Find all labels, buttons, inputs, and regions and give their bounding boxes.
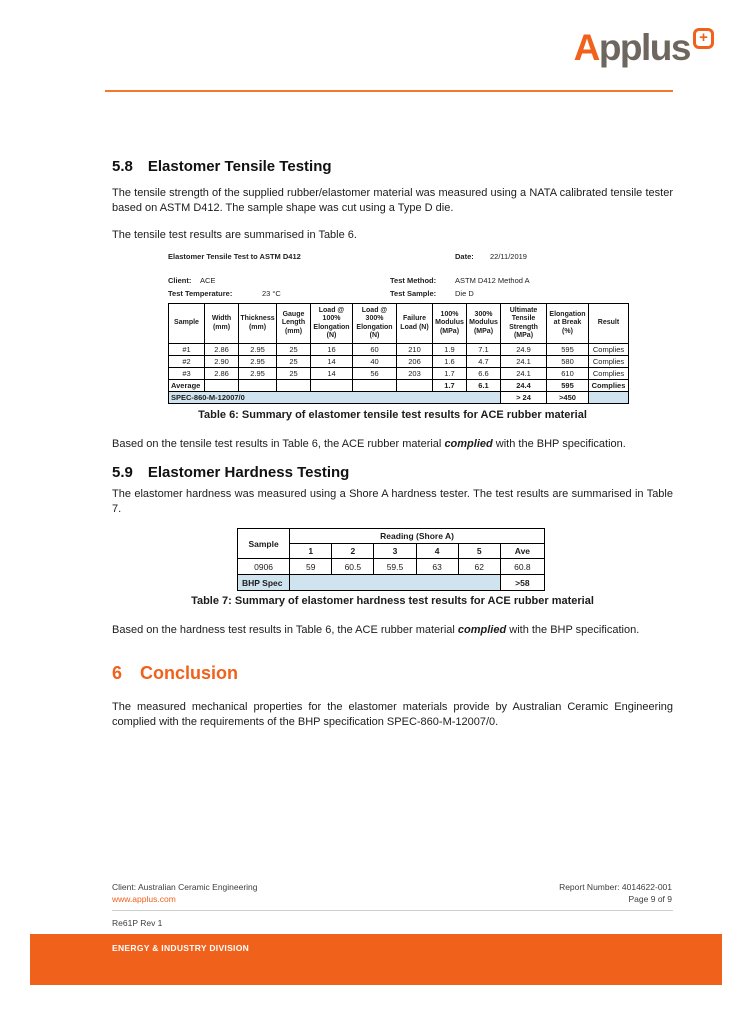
applus-logo [574, 26, 714, 70]
tensile-cell: 1.7 [433, 368, 467, 380]
tensile-cell: 2.95 [239, 368, 277, 380]
tensile-cell: Complies [589, 356, 629, 368]
tensile-cell: 2.95 [239, 356, 277, 368]
table6-caption: Table 6: Summary of elastomer tensile test results for ACE rubber material [198, 409, 587, 421]
reading-col-header: 1 [290, 544, 332, 559]
tensile-cell: 206 [397, 356, 433, 368]
tensile-cell [397, 380, 433, 392]
table7-caption: Table 7: Summary of elastomer hardness test results for ACE rubber material [191, 595, 594, 607]
tensile-cell: 595 [547, 380, 589, 392]
tensile-sample-row [169, 344, 629, 356]
tensile-cell: 580 [547, 356, 589, 368]
tensile-cell: 2.95 [239, 344, 277, 356]
spec-label-cell: SPEC-860-M-12007/0 [169, 392, 501, 404]
section-58-number: 5.8 [112, 158, 133, 175]
client-value: ACE [200, 276, 216, 285]
test-sample-label: Test Sample: [390, 289, 437, 298]
tensile-sample-row [169, 356, 629, 368]
reading-cell: 63 [416, 559, 458, 575]
tensile-header-cell: 300% Modulus (MPa) [467, 304, 501, 344]
tensile-cell [205, 380, 239, 392]
footer-page-number: Page 9 of 9 [628, 894, 672, 904]
tensile-cell: 1.9 [433, 344, 467, 356]
section-58-paragraph-1: The tensile strength of the supplied rubber/elastomer material was measured using a NATA calibrated tensile tester based on ASTM D412. The sample shape was cut using a Type D die. [112, 187, 673, 214]
tensile-cell: Average [169, 380, 205, 392]
tensile-cell: 1.6 [433, 356, 467, 368]
tensile-cell: 14 [311, 368, 353, 380]
tensile-cell [311, 380, 353, 392]
hardness-compliance-emphasis: complied [457, 624, 507, 636]
tensile-cell: 14 [311, 356, 353, 368]
tensile-header-cell: Ultimate Tensile Strength (MPa) [501, 304, 547, 344]
conclusion-number: 6 [112, 663, 123, 683]
tensile-cell: Complies [589, 380, 629, 392]
tensile-cell: 6.1 [467, 380, 501, 392]
bhp-spec-label-cell: BHP Spec [238, 575, 290, 591]
hardness-compliance-after: with the BHP specification. [506, 624, 640, 636]
reading-header-cell: Reading (Shore A) [290, 529, 545, 544]
hardness-compliance-paragraph [112, 623, 673, 638]
tensile-cell: 60 [353, 344, 397, 356]
tensile-cell: 24.4 [501, 380, 547, 392]
footer-report-number: Report Number: 4014622-001 [559, 882, 672, 892]
test-info-title: Elastomer Tensile Test to ASTM D412 [168, 252, 301, 261]
tensile-cell: 40 [353, 356, 397, 368]
ave-col-header: Ave [500, 544, 544, 559]
spec-elongation-cell: >450 [547, 392, 589, 404]
tensile-cell: 595 [547, 344, 589, 356]
section-58-title: Elastomer Tensile Testing [147, 158, 332, 175]
test-temperature-value: 23 °C [262, 289, 281, 298]
tensile-cell: 2.90 [205, 356, 239, 368]
tensile-header-cell: 100% Modulus (MPa) [433, 304, 467, 344]
tensile-cell: 56 [353, 368, 397, 380]
division-bar [30, 934, 722, 985]
tensile-cell [353, 380, 397, 392]
tensile-header-cell: Elongation at Break (%) [547, 304, 589, 344]
reading-cell: 59.5 [374, 559, 416, 575]
tensile-cell: 2.86 [205, 344, 239, 356]
test-sample-value: Die D [455, 289, 474, 298]
hardness-compliance-before: Based on the hardness test results in Table 6, the ACE rubber material [112, 624, 458, 636]
applus-plus-icon: + [693, 28, 714, 49]
tensile-compliance-after: with the BHP specification. [492, 438, 626, 450]
tensile-average-row [169, 380, 629, 392]
section-58-heading [112, 158, 332, 175]
conclusion-title: Conclusion [140, 663, 239, 683]
tensile-cell: 1.7 [433, 380, 467, 392]
conclusion-heading [112, 663, 238, 684]
date-label: Date: [455, 252, 474, 261]
tensile-header-cell: Failure Load (N) [397, 304, 433, 344]
division-bar-label: ENERGY & INDUSTRY DIVISION [112, 943, 250, 953]
hardness-results-table [237, 528, 545, 591]
tensile-cell: 25 [277, 344, 311, 356]
tensile-test-info [168, 252, 620, 302]
footer-website-link[interactable]: www.applus.com [112, 894, 176, 904]
logo-letters-pplus: pplus [598, 27, 690, 68]
reading-col-header: 4 [416, 544, 458, 559]
client-label: Client: [168, 276, 192, 285]
section-59-title: Elastomer Hardness Testing [147, 464, 350, 481]
tensile-cell: 25 [277, 368, 311, 380]
tensile-cell: 25 [277, 356, 311, 368]
footer-separator [112, 910, 673, 911]
tensile-header-cell: Load @ 300% Elongation (N) [353, 304, 397, 344]
tensile-cell: 24.1 [501, 356, 547, 368]
tensile-cell [277, 380, 311, 392]
average-cell: 60.8 [500, 559, 544, 575]
hardness-table-header-row-1 [238, 529, 545, 544]
reading-col-header: 5 [458, 544, 500, 559]
tensile-table-header-row [169, 304, 629, 344]
tensile-cell [239, 380, 277, 392]
tensile-cell: Complies [589, 344, 629, 356]
reading-cell: 59 [290, 559, 332, 575]
section-58-paragraph-2: The tensile test results are summarised in Table 6. [112, 229, 357, 241]
section-59-heading [112, 464, 349, 481]
footer-client: Client: Australian Ceramic Engineering [112, 882, 258, 892]
test-temperature-label: Test Temperature: [168, 289, 233, 298]
applus-logo-text [574, 26, 690, 70]
tensile-cell: 203 [397, 368, 433, 380]
tensile-cell: 4.7 [467, 356, 501, 368]
reading-col-header: 3 [374, 544, 416, 559]
sample-header-cell: Sample [238, 529, 290, 559]
reading-cell: 60.5 [332, 559, 374, 575]
header-rule [105, 90, 673, 92]
tensile-cell: #3 [169, 368, 205, 380]
tensile-compliance-before: Based on the tensile test results in Table 6, the ACE rubber material [112, 438, 445, 450]
tensile-header-cell: Thickness (mm) [239, 304, 277, 344]
footer-revision: Re61P Rev 1 [112, 918, 163, 928]
tensile-cell: #1 [169, 344, 205, 356]
tensile-sample-row [169, 368, 629, 380]
spec-result-cell [589, 392, 629, 404]
tensile-cell: 610 [547, 368, 589, 380]
hardness-data-row [238, 559, 545, 575]
date-value: 22/11/2019 [490, 252, 527, 261]
spec-uts-cell: > 24 [501, 392, 547, 404]
tensile-cell: #2 [169, 356, 205, 368]
spec-ave-cell: >58 [500, 575, 544, 591]
tensile-cell: 24.9 [501, 344, 547, 356]
reading-col-header: 2 [332, 544, 374, 559]
section-59-number: 5.9 [112, 464, 133, 481]
section-59-paragraph: The elastomer hardness was measured using a Shore A hardness tester. The test results are summarised in Table 7. [112, 488, 673, 515]
footer-right [559, 881, 672, 905]
tensile-compliance-emphasis: complied [444, 438, 493, 450]
tensile-header-cell: Width (mm) [205, 304, 239, 344]
spec-empty-cell [290, 575, 501, 591]
test-method-value: ASTM D412 Method A [455, 276, 530, 285]
hardness-spec-row [238, 575, 545, 591]
tensile-header-cell: Gauge Length (mm) [277, 304, 311, 344]
tensile-compliance-paragraph [112, 437, 673, 452]
tensile-cell: 210 [397, 344, 433, 356]
tensile-spec-row [169, 392, 629, 404]
reading-cell: 62 [458, 559, 500, 575]
tensile-cell: 16 [311, 344, 353, 356]
footer-left [112, 881, 258, 905]
conclusion-paragraph: The measured mechanical properties for the elastomer materials provide by Australian Ceramic Engineering complied with the requirements of the BHP specification SPEC-860-M-12007/0. [112, 701, 673, 728]
tensile-cell: 2.86 [205, 368, 239, 380]
tensile-header-cell: Load @ 100% Elongation (N) [311, 304, 353, 344]
tensile-results-table [168, 303, 629, 404]
test-method-label: Test Method: [390, 276, 437, 285]
tensile-header-cell: Result [589, 304, 629, 344]
tensile-cell: 24.1 [501, 368, 547, 380]
tensile-cell: Complies [589, 368, 629, 380]
sample-id-cell: 0906 [238, 559, 290, 575]
tensile-header-cell: Sample [169, 304, 205, 344]
tensile-cell: 7.1 [467, 344, 501, 356]
tensile-cell: 6.6 [467, 368, 501, 380]
logo-letter-a: A [573, 27, 599, 68]
